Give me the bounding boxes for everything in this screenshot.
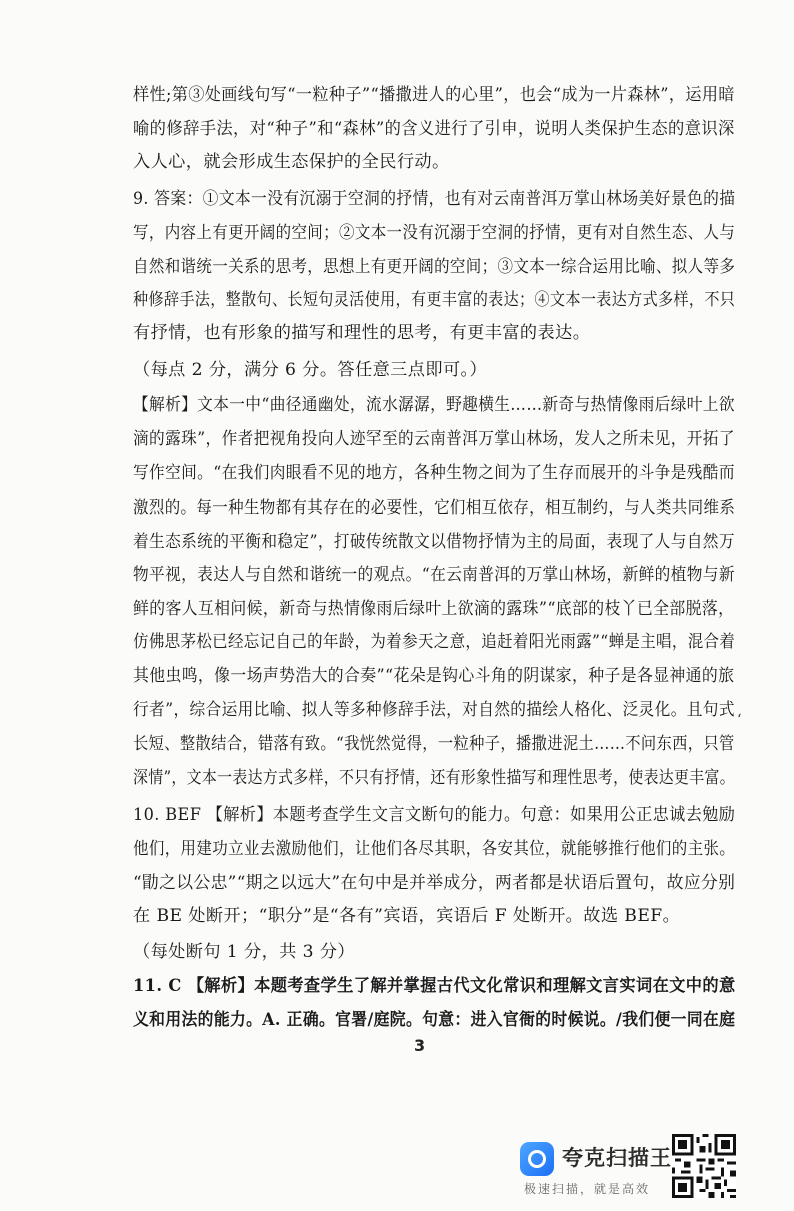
text-line: 11. C 【解析】本题考查学生了解并掌握古代文化常识和理解文言实词在文中的意 — [133, 976, 736, 996]
text-line: （每点 2 分，满分 6 分。答任意三点即可。） — [133, 360, 488, 380]
text-line: 【解析】文本一中“曲径通幽处，流水潺潺，野趣横生……新奇与热情像雨后绿叶上欲 — [133, 395, 735, 415]
text-line: 物平视，表达人与自然和谐统一的观点。“在云南普洱的万掌山林场，新鲜的植物与新 — [133, 565, 735, 585]
text-line: 写，内容上有更开阔的空间；②文本一没有沉溺于空洞的抒情，更有对自然生态、人与 — [133, 223, 736, 243]
text-line: 其他虫鸣，像一场声势浩大的合奏”“花朵是钩心斗角的阴谋家，种子是各显神通的旅 — [133, 666, 735, 686]
quark-logo-icon — [520, 1142, 554, 1176]
text-line: 鲜的客人互相问候，新奇与热情像雨后绿叶上欲滴的露珠”“底部的枝丫已全部脱落， — [133, 599, 735, 619]
scanner-watermark — [520, 1134, 740, 1204]
text-line: 在 BE 处断开；“职分”是“各有”宾语，宾语后 F 处断开。故选 BEF。 — [133, 906, 681, 926]
text-line: 写作空间。“在我们肉眼看不见的地方，各种生物之间为了生存而展开的斗争是残酷而 — [133, 463, 735, 483]
text-line: 9. 答案：①文本一没有沉溺于空洞的抒情，也有对云南普洱万掌山林场美好景色的描 — [133, 189, 736, 209]
text-line: 10. BEF 【解析】本题考查学生文言文断句的能力。句意：如果用公正忠诚去勉励 — [133, 805, 736, 825]
text-line: 种修辞手法，整散句、长短句灵活使用，有更丰富的表达；④文本一表达方式多样，不只 — [133, 290, 736, 310]
text-line: “勖之以公忠”“期之以远大”在句中是并举成分，两者都是状语后置句，故应分别 — [133, 873, 736, 893]
text-line: 行者”，综合运用比喻、拟人等多种修辞手法，对自然的描绘人格化、泛灵化。且句式 — [133, 700, 735, 720]
qr-code-icon — [672, 1134, 736, 1198]
text-line: 长短、整散结合，错落有致。“我恍然觉得，一粒种子，播撒进泥土……不问东西，只管 — [133, 734, 735, 754]
text-line: 激烈的。每一种生物都有其存在的必要性，它们相互依存，相互制约，与人类共同维系 — [133, 498, 736, 518]
text-line: 自然和谐统一关系的思考，思想上有更开阔的空间；③文本一综合运用比喻、拟人等多 — [133, 257, 736, 277]
page-number: 3 — [414, 1036, 426, 1055]
text-line: 着生态系统的平衡和稳定”，打破传统散文以借物抒情为主的局面，表现了人与自然万 — [133, 532, 735, 552]
text-line: 他们，用建功立业去激励他们，让他们各尽其职，各安其位，就能够推行他们的主张。 — [133, 839, 736, 859]
text-line: 有抒情，也有形象的描写和理性的思考，有更丰富的表达。 — [133, 323, 591, 343]
text-line: 深情”，文本一表达方式多样，不只有抒情，还有形象性描写和理性思考，使表达更丰富。 — [133, 768, 735, 788]
watermark-slogan: 极速扫描，就是高效 — [524, 1182, 651, 1196]
text-line: 入人心，就会形成生态保护的全民行动。 — [133, 152, 450, 172]
text-line: 义和用法的能力。A. 正确。官署/庭院。句意：进入官衙的时候说。/我们便一同在庭 — [133, 1010, 736, 1030]
watermark-title: 夸克扫描王 — [562, 1146, 672, 1170]
text-line: 喻的修辞手法，对“种子”和“森林”的含义进行了引申，说明人类保护生态的意识深 — [133, 119, 735, 139]
text-line: （每处断句 1 分，共 3 分） — [133, 942, 355, 962]
text-line: 滴的露珠”，作者把视角投向人迹罕至的云南普洱万掌山林场，发人之所未见，开拓了 — [133, 429, 735, 449]
text-line: 仿佛思茅松已经忘记自己的年龄，为着参天之意，追赶着阳光雨露”“蝉是主唱，混合着 — [133, 632, 736, 652]
scan-artifact-mark: ʻ — [737, 712, 742, 728]
text-line: 样性;第③处画线句写“一粒种子”“播撒进人的心里”，也会“成为一片森林”，运用暗 — [133, 85, 735, 105]
